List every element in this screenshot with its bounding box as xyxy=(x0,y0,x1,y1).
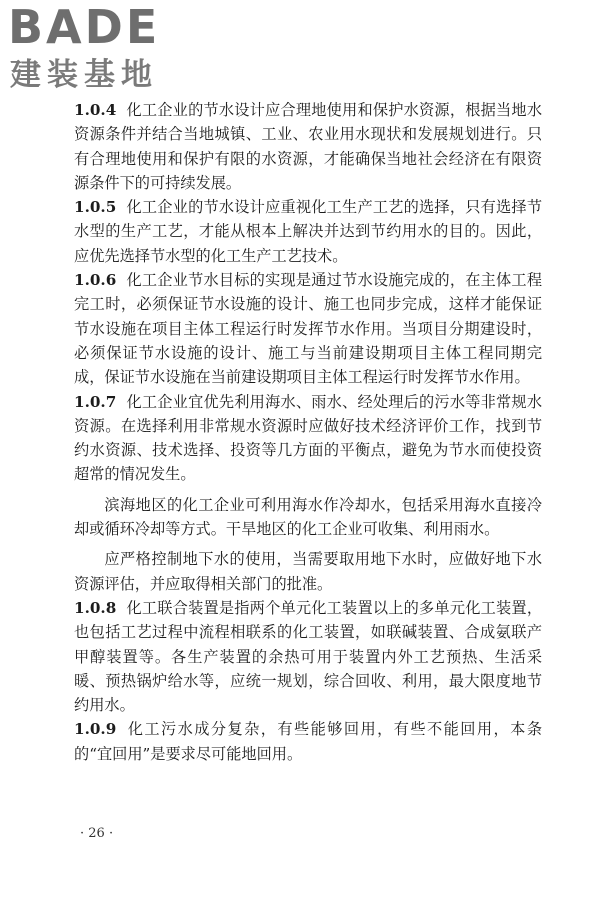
clause-text: 化工企业节水目标的实现是通过节水设施完成的，在主体工程完工时，必须保证节水设施的设计、施工也同步完成，这样才能保证节水设施在项目主体工程运行时发挥节水作用。当项目分期建设时，必须保证节水设施的设计、施工与当前建设期项目主体工程同期完成，保证节水设施在当前建设期项目主体工程运行时发挥节水作用。 xyxy=(74,271,542,387)
clause-1-0-5 xyxy=(74,195,542,268)
paragraph-seawater: 滨海地区的化工企业可利用海水作冷却水，包括采用海水直接冷却或循环冷却等方式。干旱地区的化工企业可收集、利用雨水。 xyxy=(74,495,542,539)
paragraph-groundwater: 应严格控制地下水的使用，当需要取用地下水时，应做好地下水资源评估，并应取得相关部门的批准。 xyxy=(74,550,542,593)
clause-text: 化工企业宜优先利用海水、雨水、经处理后的污水等非常规水资源。在选择利用非常规水资源时应做好技术经济评价工作，找到节约水资源、技术选择、投资等几方面的平衡点，避免为节水而使投资超常的情况发生。 xyxy=(74,392,542,484)
logo-wordmark: BADE xyxy=(8,0,161,54)
clause-number: 1.0.4 xyxy=(74,101,117,119)
clause-1-0-6 xyxy=(74,268,542,389)
clause-text: 化工企业的节水设计应合理地使用和保护水资源，根据当地水资源条件并结合当地城镇、工业、农业用水现状和发展规划进行。只有合理地使用和保护有限的水资源，才能确保当地社会经济在有限资源条件下的可持续发展。 xyxy=(74,101,542,192)
page-number: · 26 · xyxy=(80,826,114,841)
bade-logo xyxy=(8,2,178,94)
clause-number: 1.0.7 xyxy=(74,392,117,411)
clause-1-0-8 xyxy=(74,596,542,717)
clause-number: 1.0.8 xyxy=(74,598,117,617)
clause-1-0-4 xyxy=(74,98,542,195)
document-body xyxy=(74,98,542,766)
clause-1-0-7 xyxy=(74,390,542,487)
clause-number: 1.0.6 xyxy=(74,271,117,290)
clause-text: 化工联合装置是指两个单元化工装置以上的多单元化工装置，也包括工艺过程中流程相联系的化工装置，如联碱装置、合成氨联产甲醇装置等。各生产装置的余热可用于装置内外工艺预热、生活采暖、预热锅炉给水等，应统一规划，综合回收、利用，最大限度地节约用水。 xyxy=(74,598,542,715)
clause-text: 化工企业的节水设计应重视化工生产工艺的选择，只有选择节水型的生产工艺，才能从根本上解决并达到节约用水的目的。因此，应优先选择节水型的化工生产工艺技术。 xyxy=(74,198,542,265)
clause-number: 1.0.9 xyxy=(74,720,117,739)
clause-number: 1.0.5 xyxy=(74,198,117,217)
clause-text: 化工污水成分复杂，有些能够回用，有些不能回用，本条的“宜回用”是要求尽可能地回用。 xyxy=(74,720,542,763)
clause-1-0-9 xyxy=(74,717,542,766)
logo-subtitle: 建装基地 xyxy=(10,57,158,93)
